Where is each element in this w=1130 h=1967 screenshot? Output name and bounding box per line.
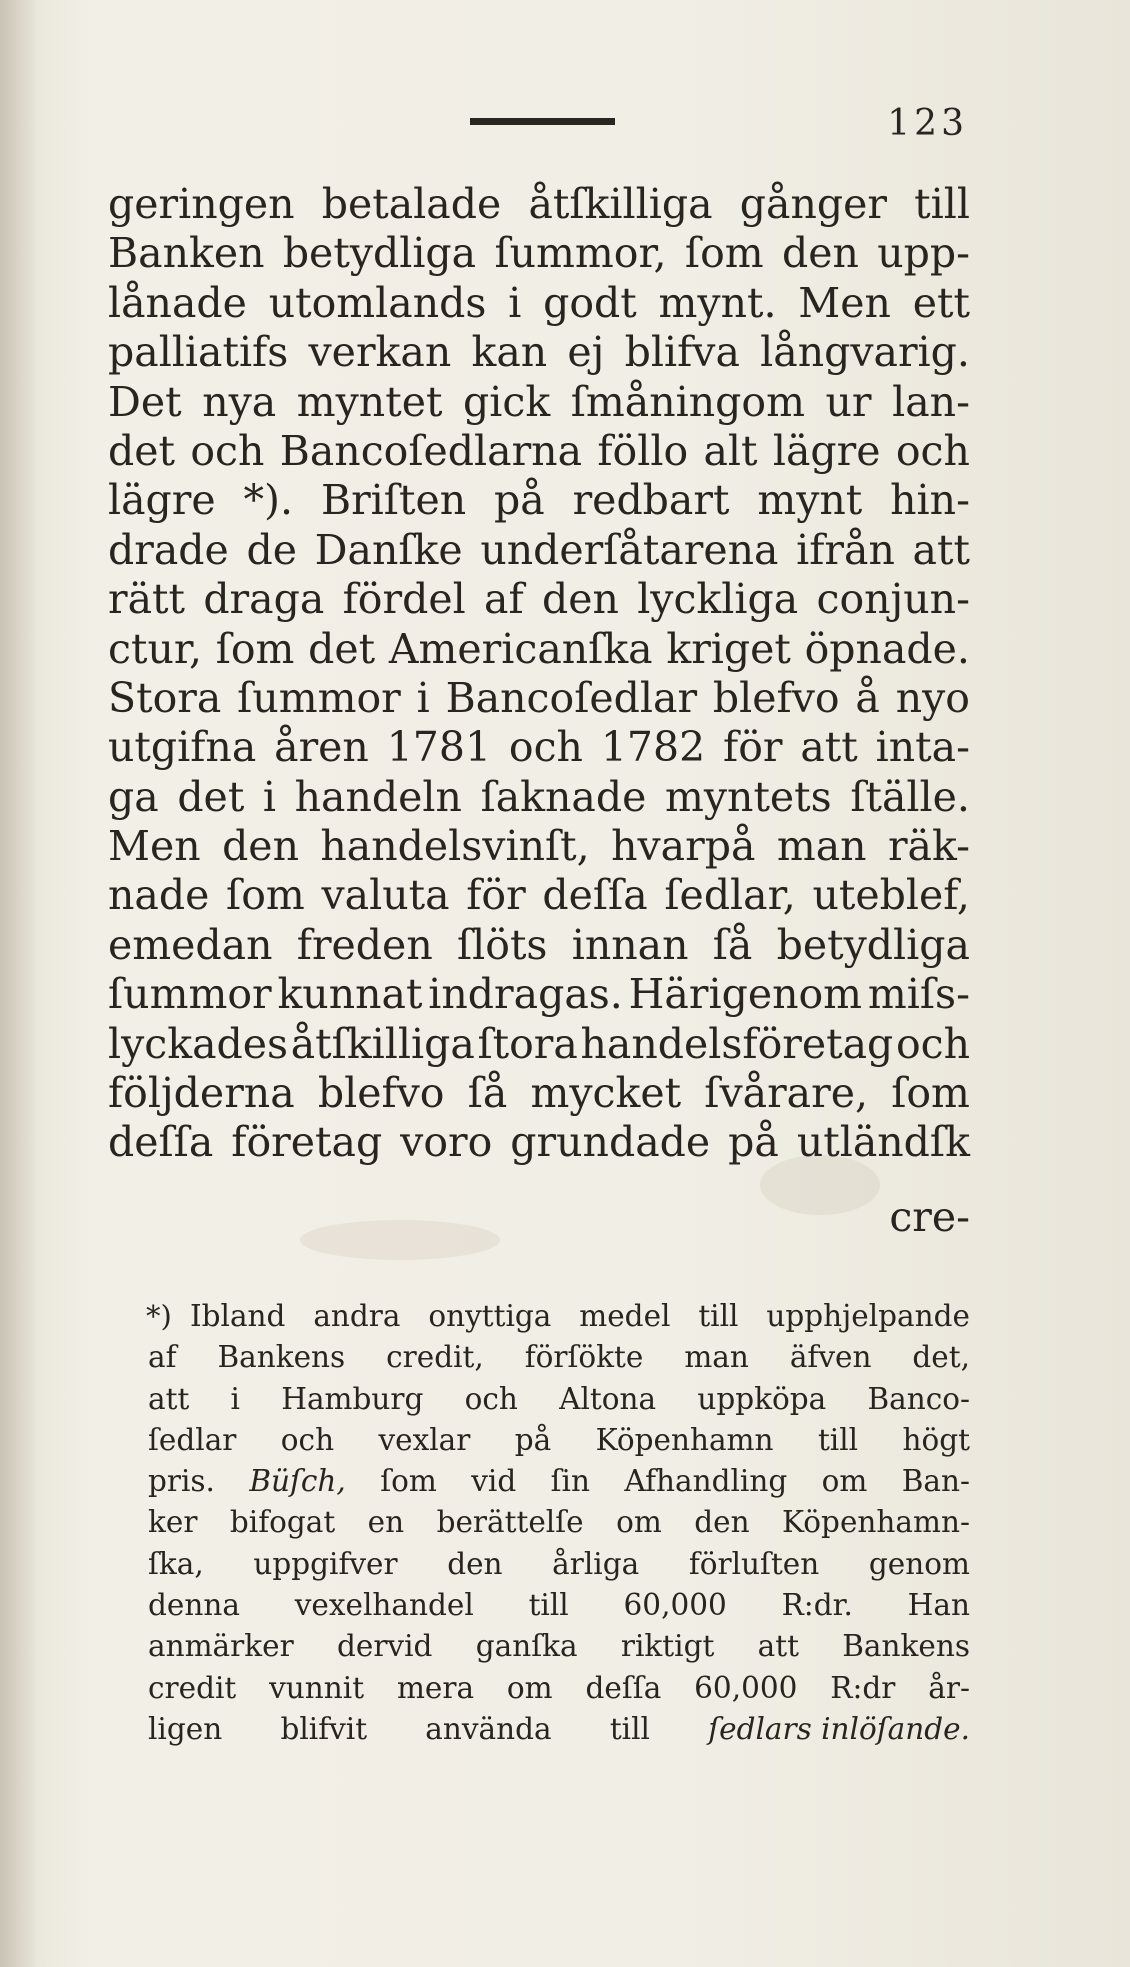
footnote-text-word: Ibland [190,1299,286,1333]
body-text-word: ur [825,377,872,426]
footnote-marker: *) [146,1299,172,1333]
footnote-text-word: äfven [789,1340,872,1375]
body-text-word: följderna [108,1069,295,1118]
body-text-word: blefvo [712,673,840,722]
body-text-word: ifrån [796,525,895,574]
body-text-word: deſſa [108,1118,214,1167]
body-text-word: betydliga [776,920,970,969]
body-text-word: fördel [342,575,466,624]
body-text-line [108,871,970,920]
footnote-text-word: om [616,1505,662,1540]
body-text-word: miſs- [867,970,970,1019]
body-text-word: verkan [308,328,452,377]
body-text-line [108,1069,970,1118]
body-text-word: det [108,426,175,475]
footnote-text-word: genom [868,1546,970,1581]
body-text-line [108,328,970,377]
footnote-text-word: dervid [336,1629,433,1664]
body-text-word: draga [203,575,325,624]
body-text-word: Briſten [320,476,467,525]
footnote-text-word: upphjelpande [766,1299,970,1333]
body-text-word: godt [543,278,637,327]
footnote-text-word: vexlar [378,1422,471,1457]
body-text-word: lyckliga [637,575,799,624]
body-text-word: i [508,278,522,327]
footnote-text-word: 60,000 [623,1588,727,1623]
body-text-word: ſlöts [456,920,548,969]
body-text-word: ctur, [108,624,202,673]
body-text-word: att [912,525,970,574]
body-text-word: ga [108,772,159,821]
footnote-text-word: Köpenhamn- [782,1505,970,1540]
footnote-text-word: 60,000 [694,1670,798,1705]
body-text-line [108,476,970,525]
body-text-word: mynt. [658,278,777,327]
footnote-text-word: och [464,1381,518,1416]
body-text-word: ſtora [477,1019,578,1068]
body-text-word: kriget [666,624,791,673]
footnote-text-word: Ban- [901,1464,970,1499]
body-text-line [108,822,970,871]
body-text-word: i [416,673,430,722]
body-text-word: det [308,624,376,673]
page-number: 123 [887,103,968,144]
body-text-line [108,921,970,970]
body-text-line [108,575,970,624]
body-text-word: geringen [108,180,295,228]
body-text-word: valuta [321,871,450,920]
body-text-word: myntet [296,377,443,426]
footnote-text-word: anmärker [148,1629,294,1664]
body-text-line [108,229,970,278]
footnote-text-word: det, [912,1340,970,1375]
body-text-word: Bancoſedlar [445,673,698,722]
footnote-text-word: denna [148,1588,240,1623]
body-text-word: drade [108,525,229,574]
body-text-word: Det [108,377,182,426]
footnote-text-word: ganſka [475,1629,578,1664]
footnote-text-word: Banco- [867,1381,970,1416]
footnote-text-word: ſin [550,1464,590,1499]
footnote-text-word: till [817,1422,859,1457]
body-text-word: Banken [108,229,265,278]
footnote-text-word: medel [579,1299,671,1333]
body-text-word: man [776,822,867,871]
footnote-text-word: blifvit [280,1711,368,1746]
footnote-text-word: om [821,1464,868,1499]
body-text-word: *). [243,476,294,525]
body-text-word: lyckades [108,1019,289,1068]
body-text-word: lånade [108,278,247,327]
body-text-word: till [914,180,970,228]
footnote-text-word: credit, [386,1340,484,1375]
body-text-word: conjun- [816,575,970,624]
body-text-word: voro [400,1118,493,1167]
body-text-word: ſom [684,229,764,278]
body-text-word: ſummor, [494,229,667,278]
body-text-word: lägre [108,476,216,525]
footnote-text-word: Han [907,1588,970,1623]
body-text-word: af [484,575,524,624]
body-text-line [108,674,970,723]
footnote-text-word: på [514,1422,552,1457]
footnote-text-word: ligen [148,1711,223,1746]
footnote-text-word: Bankens [842,1629,970,1664]
body-text-word: ſvårare, [704,1069,869,1118]
footnote-text-word: vunnit [269,1670,365,1705]
body-text-word: blifva [624,328,740,377]
footnote-text-word: af [148,1340,177,1375]
body-text-word: den [222,822,299,871]
body-text-word: indragas. [428,970,623,1019]
body-text-word: företag [231,1118,383,1167]
body-text-line [108,625,970,674]
body-text-line [108,773,970,822]
footnote-text-word: år- [928,1670,970,1705]
body-text-word: hvarpå [611,822,756,871]
body-text-word: och [895,1019,970,1068]
body-text-word: palliatifs [108,328,289,377]
body-text-word: blefvo [317,1069,445,1118]
body-text-word: utgifna [108,723,257,772]
footnote-text-word: onyttiga [428,1299,552,1333]
body-text-word: inta- [875,723,970,772]
body-text-word: Men [798,278,891,327]
body-text-word: kan [471,328,548,377]
body-text-word: upp- [877,229,970,278]
footnote-block [148,1296,970,1750]
body-text-word: betydliga [282,229,477,278]
footnote-text-word: årliga [552,1546,640,1581]
footnote-text-word: till [609,1711,650,1746]
body-text-word: lan- [892,377,970,426]
footnote-text-word: den [447,1546,503,1581]
body-text-word: för [723,723,783,772]
body-text-word: handelsvinſt, [320,822,590,871]
body-text-line [108,1118,970,1167]
body-text-word: öpnade. [804,624,970,673]
body-text-word: kunnat [277,970,423,1019]
header-rule [470,118,615,125]
body-text-word: ſummor [108,970,272,1019]
body-text-word: och [508,723,583,772]
body-text-line [108,279,970,328]
body-text-line [108,1020,970,1069]
body-text-word: räk- [887,822,970,871]
footnote-text-word: uppköpa [697,1381,827,1416]
footnote-text-line [148,1502,970,1543]
footnote-text-word: R:dr [830,1670,896,1705]
body-text-word: på [728,1118,779,1167]
body-text-word: Härigenom [628,970,863,1019]
body-text-word: ett [912,278,970,327]
footnote-text-word: den [694,1505,750,1540]
footnote-text-line [148,1544,970,1585]
body-text-word: gick [463,377,551,426]
body-text-word: mynt [757,476,863,525]
body-text-word: det [177,772,245,821]
body-text-word: ej [567,328,605,377]
body-text-line [108,378,970,427]
footnote-text-line [148,1626,970,1667]
body-text-word: uteblef, [812,871,970,920]
body-text-line [108,180,970,229]
body-text-word: på [494,476,545,525]
footnote-text-word: Büſch, [249,1464,346,1499]
body-text-word: och [895,426,970,475]
body-text-word: rätt [108,575,185,624]
footnote-text-word: och [280,1422,335,1457]
footnote-text-word: man [684,1340,749,1375]
body-text-word: mycket [530,1069,682,1118]
footnote-text-line [148,1337,970,1378]
body-text-word: de [246,525,297,574]
body-text-word: ſaknade [480,772,647,821]
body-text-word: i [262,772,277,821]
body-text-line [108,526,970,575]
body-text-word: betalade [321,180,502,228]
body-text-word: nyo [895,673,970,722]
body-text-word: den [781,229,859,278]
body-text-word: 1782 [600,723,706,772]
body-text-word: handeln [294,772,462,821]
body-text-word: Stora [108,673,222,722]
footnote-text-word: till [698,1299,739,1333]
footnote-text-word: berättelſe [436,1505,584,1540]
footnote-text-word: Bankens [217,1340,346,1375]
body-text-word: utomlands [268,278,487,327]
footnote-text-line [148,1585,970,1626]
catchword: cre- [889,1193,970,1241]
body-text-word: hin- [890,476,970,525]
footnote-text-word: Hamburg [281,1381,424,1416]
footnote-text-line [148,1379,970,1420]
footnote-text-word: använda [425,1711,552,1746]
footnote-text-word: högt [902,1422,970,1457]
body-text-word: nya [202,377,277,426]
body-text-word: ſedlar, [664,871,796,920]
body-text-line [108,427,970,476]
footnote-text-word: förluſten [688,1546,820,1581]
body-text-word: åren [274,723,369,772]
body-text-word: Danſke [314,525,463,574]
body-text-word: nade [108,871,210,920]
body-text-word: redbart [572,476,730,525]
body-text-word: för [466,871,526,920]
footnote-text-word: en [367,1505,405,1540]
body-text-word: åtſkilliga [290,1019,475,1068]
page-gutter-shadow [0,0,38,1967]
footnote-text-word: om [506,1670,553,1705]
body-text-word: å [855,673,880,722]
body-text-word: ſå [712,920,753,969]
footnote-text-word: bifogat [229,1505,336,1540]
body-text-word: freden [296,920,433,969]
body-text-word: och [190,426,265,475]
footnote-text-line [148,1461,970,1502]
body-text-line [108,723,970,772]
body-text-word: utländſk [796,1118,970,1167]
body-text-word: långvarig. [760,328,970,377]
footnote-text-line [148,1668,970,1709]
body-text-line [108,970,970,1019]
footnote-text-word: deſſa [585,1670,662,1705]
body-text-word: ſom [891,1069,970,1118]
footnote-text-word: att [757,1629,799,1664]
body-text-word: föllo [597,426,689,475]
footnote-text-word: Altona [559,1381,657,1416]
footnote-text-word: Köpenhamn [595,1422,774,1457]
footnote-text-word: att [148,1381,190,1416]
body-text-word: ſå [467,1069,508,1118]
body-text-word: underſåtarena [480,525,779,574]
body-text-word: emedan [108,920,273,969]
body-text-word: Americanſka [388,624,653,673]
body-text-word: myntets [665,772,832,821]
footnote-text-word: till [528,1588,569,1623]
footnote-text-word: ſka, [148,1546,204,1581]
footnote-text-word: förſökte [524,1340,644,1375]
footnote-text-word: ſedlars inlöſande. [708,1711,970,1746]
footnote-text-word: mera [396,1670,475,1705]
body-text-word: Men [108,822,201,871]
footnote-text-word: i [230,1381,240,1416]
footnote-text-word: Afhandling [624,1464,788,1499]
body-text-word: åtſkilliga [528,180,713,228]
footnote-text-word: vid [471,1464,517,1499]
body-text-word: Bancoſedlarna [279,426,583,475]
body-text-word: den [541,575,619,624]
body-text-word: gånger [739,180,887,228]
footnote-text-word: ſedlar [148,1422,237,1457]
body-text-word: ſmåningom [570,377,805,426]
body-text-word: grundade [510,1118,711,1167]
footnote-text-line [148,1709,970,1750]
body-text-word: ſom [215,624,295,673]
body-text-word: innan [571,920,689,969]
body-text-word: ſummor [237,673,401,722]
body-text-word: deſſa [542,871,648,920]
footnote-text-word: R:dr. [781,1588,853,1623]
footnote-text-line [148,1296,970,1337]
footnote-text-word: uppgifver [253,1546,398,1581]
footnote-text-word: ſom [380,1464,437,1499]
footnote-text-line [148,1420,970,1461]
body-text-word: lägre [772,426,881,475]
footnote-text-word: credit [148,1670,237,1705]
footnote-text-word: vexelhandel [294,1588,474,1623]
body-text-word: 1781 [386,723,492,772]
body-text-word: handelsföretag [580,1019,894,1068]
footnote-text-word: andra [313,1299,401,1333]
body-text-word: alt [703,426,758,475]
footnote-text-word: ker [148,1505,198,1540]
body-text-word: att [800,723,858,772]
body-text-word: ſom [226,871,305,920]
body-text-word: ſtälle. [850,772,970,821]
main-text-block [108,180,970,1168]
footnote-text-word: pris. [148,1464,215,1499]
footnote-text-word: riktigt [620,1629,715,1664]
